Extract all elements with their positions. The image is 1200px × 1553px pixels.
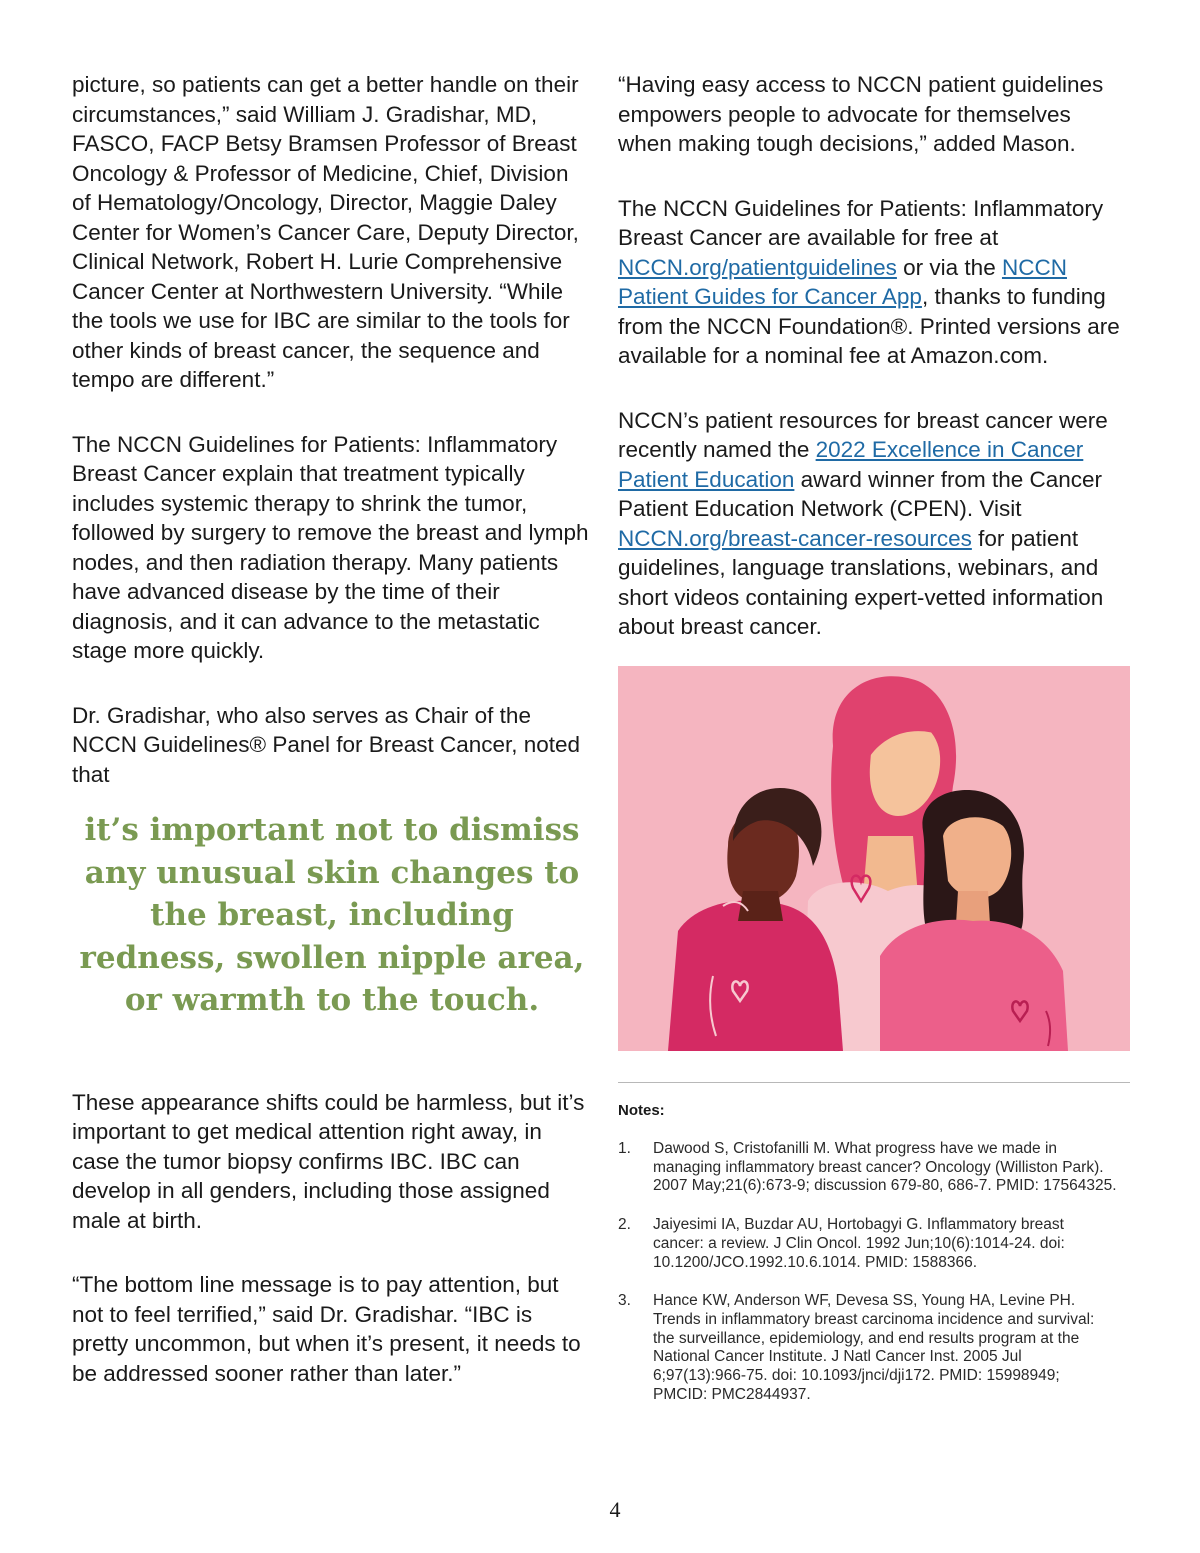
text-run: The NCCN Guidelines for Patients: Inflammatory Breast Cancer are available for free at [618,195,1104,250]
note-text: Jaiyesimi IA, Buzdar AU, Hortobagyi G. Inflammatory breast cancer: a review. J Clin Oncol. 1992 Jun;10(6):1014-24. doi: 10.1200/JCO.1992.10.6.1014. PMID: 1588366. [653,1216,1065,1271]
patient-guidelines-link[interactable]: NCCN.org/patientguidelines [618,254,897,280]
excellence-award-link[interactable]: 2022 Excellence in Cancer Patient Education [618,437,1084,492]
body-paragraph: picture, so patients can get a better handle on their circumstances,” said William J. Gradishar, MD, FASCO, FACP Betsy Bramsen Professor of Breast Oncology & Professor of Medicine, Chief, Division of Hematology/Oncology, Director, Maggie Daley Center for Women’s Cancer Care, Deputy Director, Clinical Network, Robert H. Lurie Comprehensive Cancer Center at Northwestern University. “While the tools we use for IBC are similar to the tools for other kinds of breast cancer, the sequence and tempo are different.” [72,72,579,392]
note-number: 2. [618,1216,631,1234]
body-paragraph [618,194,1130,371]
body-paragraph: These appearance shifts could be harmless, but it’s important to get medical attention right away, in case the tumor biopsy confirms IBC. IBC can develop in all genders, including those assigned male at birth. [72,1089,585,1233]
text-run: or via the [896,254,1002,280]
body-paragraph: “The bottom line message is to pay attention, but not to feel terrified,” said Dr. Gradishar. “IBC is pretty uncommon, but when it’s present, it needs to be addressed sooner rather than later.” [72,1272,581,1386]
right-column [618,70,1130,677]
note-text: Hance KW, Anderson WF, Devesa SS, Young HA, Levine PH. Trends in inflammatory breast carcinoma incidence and survival: the surveillance, epidemiology, and end results program at the National Cancer Institute. J Natl Cancer Inst. 2005 Jul 6;97(13):966-75. doi: 10.1093/jnci/dji172. PMID: 15998949; PMCID: PMC2844937. [653,1292,1095,1403]
pull-quote: it’s important not to dismiss any unusual skin changes to the breast, including redness, swollen nipple area, or warmth to the touch. [79,812,585,1018]
body-paragraph [618,406,1130,642]
notes-list [618,1140,1118,1424]
breast-cancer-resources-link[interactable]: NCCN.org/breast-cancer-resources [618,525,972,551]
notes-heading: Notes: [618,1102,665,1119]
note-item [618,1140,1118,1196]
three-women-illustration [618,666,1130,1051]
text-run: award winner from the Cancer Patient Education Network (CPEN). Visit [618,466,1103,521]
body-paragraph: “Having easy access to NCCN patient guidelines empowers people to advocate for themselves when making tough decisions,” added Mason. [618,72,1104,156]
note-number: 3. [618,1292,631,1310]
text-run: NCCN’s patient resources for breast cancer were recently named the [618,407,1108,462]
note-item [618,1216,1118,1272]
body-paragraph: The NCCN Guidelines for Patients: Inflammatory Breast Cancer explain that treatment typically includes systemic therapy to shrink the tumor, followed by surgery to remove the breast and lymph nodes, and then radiation therapy. Many patients have advanced disease by the time of their diagnosis, and it can advance to the metastatic stage more quickly. [72,431,589,663]
patient-guides-app-link[interactable]: NCCN Patient Guides for Cancer App [618,254,1067,309]
note-text: Dawood S, Cristofanilli M. What progress have we made in managing inflammatory breast cancer? Oncology (Williston Park). 2007 May;21(6):673-9; discussion 679-80, 686-7. PMID: 17564325. [653,1140,1117,1195]
note-number: 1. [618,1140,631,1157]
notes-divider [618,1082,1130,1083]
page-number: 4 [609,1497,621,1522]
text-run: for patient guidelines, language translations, webinars, and short videos containing expert-vetted information about breast cancer. [618,525,1104,639]
body-paragraph: Dr. Gradishar, who also serves as Chair of the NCCN Guidelines® Panel for Breast Cancer, noted that [72,702,581,787]
left-column [72,70,592,1423]
text-run: , thanks to funding from the NCCN Foundation®. Printed versions are available for a nominal fee at Amazon.com. [618,284,1120,368]
illustration-svg [618,666,1130,1051]
note-item [618,1292,1118,1404]
